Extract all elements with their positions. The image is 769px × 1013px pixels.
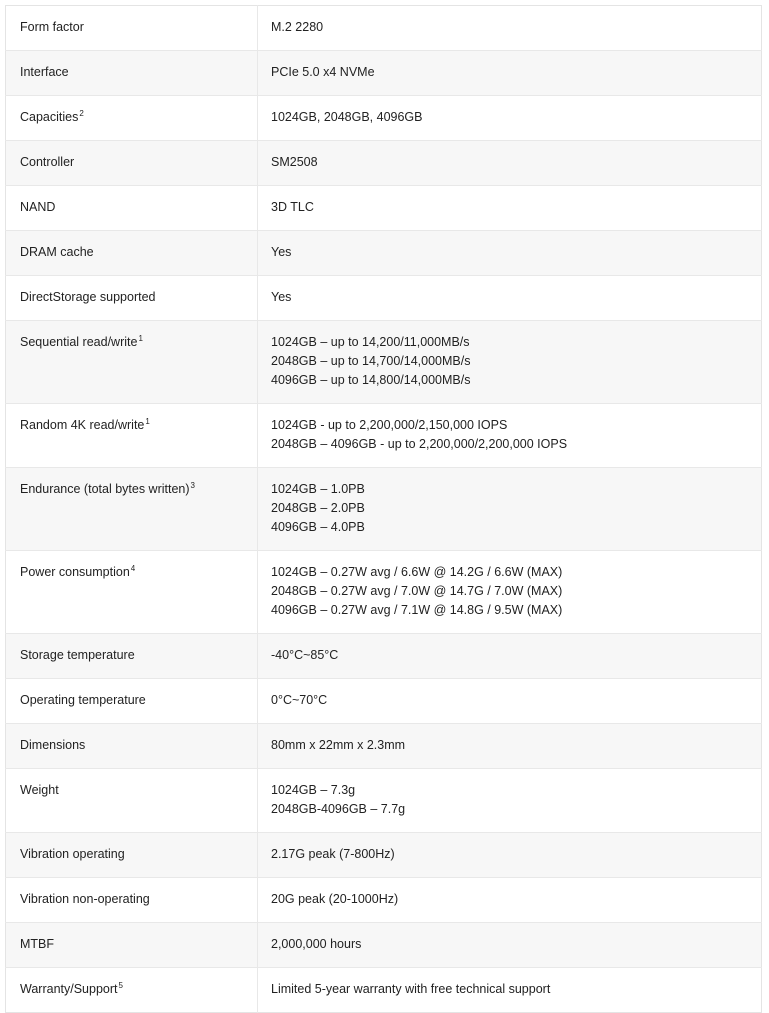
spec-value-cell (258, 141, 762, 186)
spec-label: Dimensions (20, 738, 86, 752)
spec-label-cell (6, 6, 258, 51)
spec-label-cell (6, 96, 258, 141)
spec-row (6, 141, 762, 186)
spec-value-cell (258, 186, 762, 231)
spec-value-line: 1024GB – 0.27W avg / 6.6W @ 14.2G / 6.6W (MAX) (271, 565, 563, 579)
spec-label: DRAM cache (20, 245, 94, 259)
spec-label: Endurance (total bytes written) (20, 482, 190, 496)
spec-label: Storage temperature (20, 648, 135, 662)
spec-value-line: 1024GB, 2048GB, 4096GB (271, 110, 423, 124)
spec-row (6, 231, 762, 276)
spec-value-cell (258, 231, 762, 276)
footnote-marker: 5 (118, 980, 123, 990)
spec-value-cell (258, 6, 762, 51)
spec-label-cell (6, 231, 258, 276)
spec-value-line: 2048GB-4096GB – 7.7g (271, 802, 406, 816)
spec-label-cell (6, 468, 258, 551)
spec-value-line: 1024GB – 1.0PB (271, 482, 365, 496)
spec-value-cell (258, 551, 762, 634)
spec-label: Weight (20, 783, 59, 797)
spec-label-cell (6, 551, 258, 634)
spec-label: Vibration operating (20, 847, 125, 861)
spec-value-line: 4096GB – 4.0PB (271, 520, 365, 534)
spec-value-cell (258, 968, 762, 1013)
spec-value-line: 0°C~70°C (271, 693, 328, 707)
spec-value-line: 2048GB – 4096GB - up to 2,200,000/2,200,000 IOPS (271, 437, 568, 451)
spec-label-cell (6, 321, 258, 404)
spec-value-cell (258, 404, 762, 468)
spec-label-cell (6, 276, 258, 321)
spec-value-line: 2048GB – up to 14,700/14,000MB/s (271, 354, 471, 368)
spec-row (6, 551, 762, 634)
spec-label-cell (6, 404, 258, 468)
spec-value-cell (258, 468, 762, 551)
spec-value-line: 20G peak (20-1000Hz) (271, 892, 399, 906)
spec-label-cell (6, 769, 258, 833)
spec-value-line: 2048GB – 2.0PB (271, 501, 365, 515)
spec-value-cell (258, 769, 762, 833)
spec-label: Random 4K read/write (20, 418, 145, 432)
spec-row (6, 634, 762, 679)
spec-value-cell (258, 833, 762, 878)
spec-label: Sequential read/write (20, 335, 138, 349)
spec-row (6, 724, 762, 769)
spec-row (6, 878, 762, 923)
spec-value-cell (258, 321, 762, 404)
spec-label: Warranty/Support (20, 982, 118, 996)
spec-row (6, 276, 762, 321)
footnote-marker: 4 (130, 563, 136, 573)
spec-label: Power consumption (20, 565, 130, 579)
spec-label-cell (6, 51, 258, 96)
spec-label: Controller (20, 155, 75, 169)
spec-value-line: M.2 2280 (271, 20, 324, 34)
spec-value-line: 1024GB – up to 14,200/11,000MB/s (271, 335, 470, 349)
spec-value-line: 2048GB – 0.27W avg / 7.0W @ 14.7G / 7.0W (MAX) (271, 584, 563, 598)
spec-row (6, 923, 762, 968)
spec-row (6, 6, 762, 51)
spec-label-cell (6, 679, 258, 724)
spec-value-line: 2,000,000 hours (271, 937, 362, 951)
spec-label: DirectStorage supported (20, 290, 156, 304)
spec-label: Vibration non-operating (20, 892, 150, 906)
spec-value-line: 80mm x 22mm x 2.3mm (271, 738, 406, 752)
spec-value-line: 4096GB – 0.27W avg / 7.1W @ 14.8G / 9.5W (MAX) (271, 603, 563, 617)
spec-value-cell (258, 276, 762, 321)
spec-value-cell (258, 923, 762, 968)
spec-label-cell (6, 968, 258, 1013)
spec-label-cell (6, 634, 258, 679)
spec-label-cell (6, 878, 258, 923)
spec-value-cell (258, 96, 762, 141)
spec-value-line: 1024GB – 7.3g (271, 783, 356, 797)
spec-value-cell (258, 634, 762, 679)
spec-row (6, 404, 762, 468)
spec-value-line: 3D TLC (271, 200, 314, 214)
spec-row (6, 468, 762, 551)
spec-value-line: 4096GB – up to 14,800/14,000MB/s (271, 373, 471, 387)
spec-row (6, 769, 762, 833)
spec-row (6, 186, 762, 231)
spec-table (5, 5, 762, 1013)
spec-value-line: 1024GB - up to 2,200,000/2,150,000 IOPS (271, 418, 508, 432)
spec-value-cell (258, 724, 762, 769)
spec-row (6, 679, 762, 724)
spec-label-cell (6, 141, 258, 186)
spec-label-cell (6, 833, 258, 878)
footnote-marker: 2 (79, 108, 84, 118)
spec-value-cell (258, 51, 762, 96)
spec-value-line: 2.17G peak (7-800Hz) (271, 847, 395, 861)
spec-row (6, 96, 762, 141)
spec-label-cell (6, 186, 258, 231)
spec-label: MTBF (20, 937, 55, 951)
spec-value-cell (258, 679, 762, 724)
spec-row (6, 968, 762, 1013)
spec-label-cell (6, 923, 258, 968)
spec-value-line: -40°C~85°C (271, 648, 339, 662)
spec-value-cell (258, 878, 762, 923)
spec-label: Interface (20, 65, 69, 79)
spec-label: Capacities (20, 110, 79, 124)
spec-value-line: Yes (271, 290, 292, 304)
spec-value-line: Limited 5-year warranty with free technical support (271, 982, 551, 996)
spec-value-line: PCIe 5.0 x4 NVMe (271, 65, 375, 79)
spec-value-line: Yes (271, 245, 292, 259)
footnote-marker: 3 (190, 480, 195, 490)
spec-value-line: SM2508 (271, 155, 318, 169)
footnote-marker: 1 (138, 333, 143, 343)
spec-row (6, 321, 762, 404)
spec-label: Operating temperature (20, 693, 146, 707)
spec-row (6, 51, 762, 96)
spec-table-body (6, 6, 762, 1013)
footnote-marker: 1 (145, 416, 150, 426)
spec-label: Form factor (20, 20, 84, 34)
spec-label: NAND (20, 200, 56, 214)
spec-label-cell (6, 724, 258, 769)
spec-row (6, 833, 762, 878)
